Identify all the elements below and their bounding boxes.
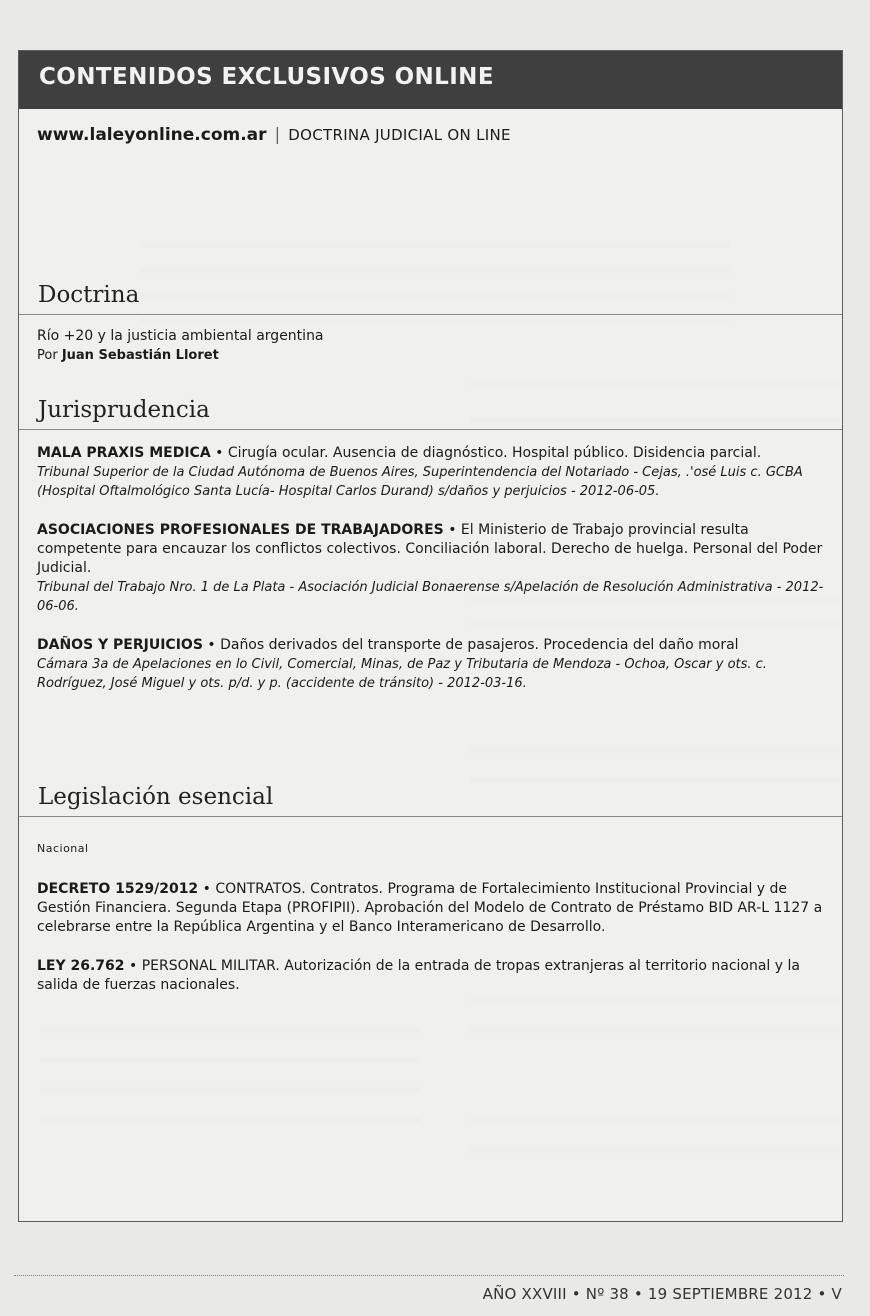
- entry-citation: Tribunal Superior de la Ciudad Autónoma de Buenos Aires, Superintendencia del Notariado - Cejas, .'osé Luis c. GCBA (Hospital Oftalmológico Santa Lucía- Hospital Carlos Durand) s/daños y perjuicios - 2012-06-05.: [37, 465, 803, 499]
- jurisprudencia-section: [19, 397, 842, 693]
- legislacion-section: [19, 784, 842, 995]
- doctrina-heading: Doctrina: [19, 282, 842, 315]
- jurisprudencia-entry[interactable]: [19, 616, 842, 693]
- doctrina-entry[interactable]: [19, 315, 842, 365]
- entry-summary: Cirugía ocular. Ausencia de diagnóstico. Hospital público. Disidencia parcial.: [227, 445, 762, 461]
- legislacion-entry[interactable]: [19, 937, 842, 995]
- entry-summary: Daños derivados del transporte de pasajeros. Procedencia del daño moral: [220, 637, 739, 653]
- entry-keyword: MALA PRAXIS MEDICA: [37, 445, 211, 461]
- doctrina-title: Río +20 y la justicia ambiental argentina: [37, 328, 324, 344]
- jurisprudencia-entry[interactable]: [19, 430, 842, 501]
- issue-footer: AÑO XXVIII • Nº 38 • 19 SEPTIEMBRE 2012 • V: [482, 1285, 842, 1303]
- entry-citation: Tribunal del Trabajo Nro. 1 de La Plata - Asociación Judicial Bonaerense s/Apelación de Resolución Administrativa - 2012-06-06.: [37, 580, 824, 614]
- doctrina-section: [19, 282, 842, 365]
- entry-summary: CONTRATOS. Contratos. Programa de Fortalecimiento Institucional Provincial y de Gestión Financiera. Segunda Etapa (PROFIPII). Aprobación del Modelo de Contrato de Préstamo BID AR-L 1127 a celebrarse entre la República Argentina y el Banco Interamericano de Desarrollo.: [37, 881, 823, 935]
- entry-bullet: •: [210, 445, 228, 461]
- site-separator: |: [274, 125, 281, 145]
- entry-keyword: ASOCIACIONES PROFESIONALES DE TRABAJADORES: [37, 522, 444, 538]
- entry-bullet: •: [198, 881, 216, 897]
- entry-bullet: •: [124, 958, 142, 974]
- site-section: DOCTRINA JUDICIAL ON LINE: [288, 126, 511, 144]
- entry-summary: PERSONAL MILITAR. Autorización de la entrada de tropas extranjeras al territorio nacional y la salida de fuerzas nacionales.: [37, 958, 800, 993]
- entry-summary: El Ministerio de Trabajo provincial resulta competente para encauzar los conflictos colectivos. Conciliación laboral. Derecho de huelga. Personal del Poder Judicial.: [37, 522, 823, 576]
- entry-keyword: DAÑOS Y PERJUICIOS: [37, 637, 203, 653]
- site-line: [19, 109, 842, 145]
- legislacion-heading: Legislación esencial: [19, 784, 842, 817]
- footer-divider: [14, 1275, 844, 1276]
- banner-title: CONTENIDOS EXCLUSIVOS ONLINE: [19, 51, 842, 109]
- online-content-box: [18, 50, 843, 1222]
- entry-bullet: •: [443, 522, 461, 538]
- jurisprudencia-entry[interactable]: [19, 501, 842, 616]
- entry-keyword: DECRETO 1529/2012: [37, 881, 199, 897]
- site-url[interactable]: www.laleyonline.com.ar: [37, 125, 267, 145]
- doctrina-by: Por: [37, 348, 62, 363]
- entry-citation: Cámara 3a de Apelaciones en lo Civil, Comercial, Minas, de Paz y Tributaria de Mendoza - Ochoa, Oscar y ots. c. Rodríguez, José Miguel y ots. p/d. y p. (accidente de tránsito) - 2012-03-16.: [37, 657, 767, 691]
- entry-keyword: LEY 26.762: [37, 958, 125, 974]
- legislacion-entry[interactable]: [19, 858, 842, 937]
- jurisprudencia-heading: Jurisprudencia: [19, 397, 842, 430]
- entry-bullet: •: [202, 637, 221, 653]
- legislacion-category: Nacional: [37, 842, 89, 855]
- doctrina-author: Juan Sebastián Lloret: [61, 348, 219, 363]
